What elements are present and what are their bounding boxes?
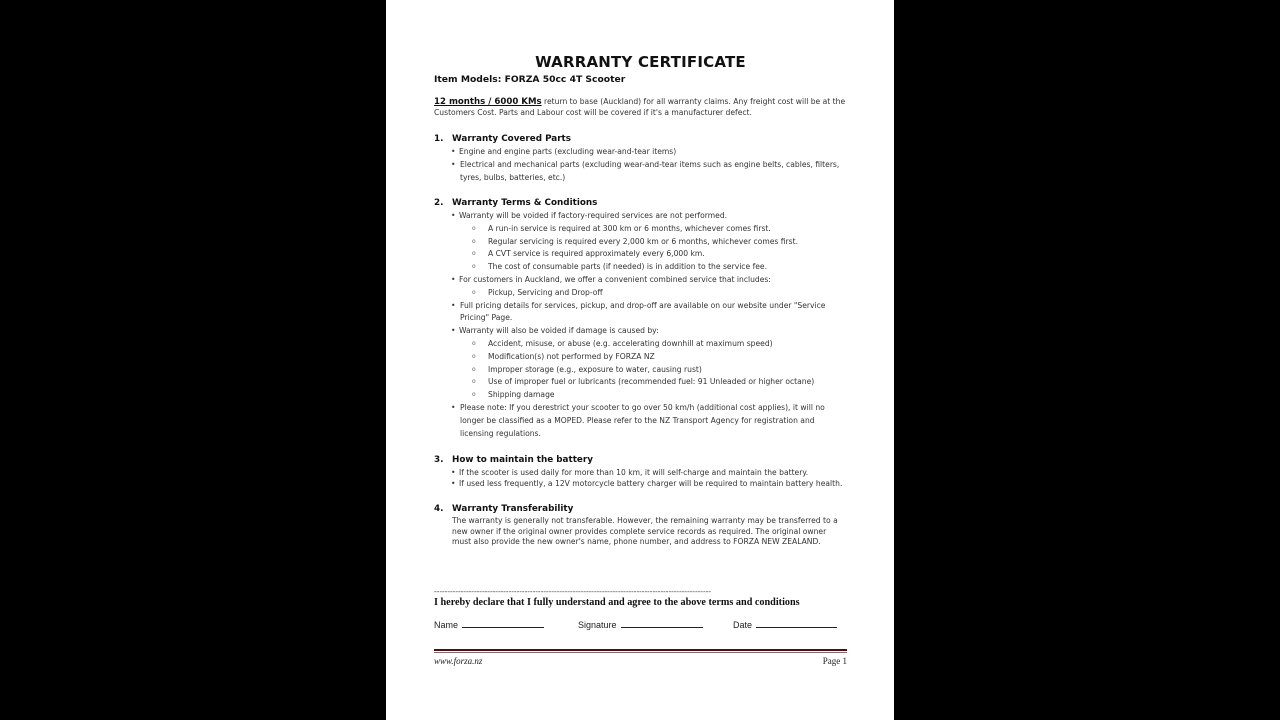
list-item: • For customers in Auckland, we offer a convenient combined service that includes: — [434, 274, 847, 287]
section-heading: 3. How to maintain the battery — [434, 455, 593, 465]
section-heading: 4. Warranty Transferability — [434, 504, 574, 514]
name-field[interactable] — [434, 618, 544, 630]
name-blank[interactable] — [462, 618, 544, 628]
list-item: • Warranty will be voided if factory-required services are not performed. — [434, 210, 847, 223]
circle-bullet-icon: o — [472, 352, 476, 360]
transferability-paragraph: The warranty is generally not transferable. However, the remaining warranty may be transferred to a new owner if the original owner provides complete service records as required. The original owner must also provide the new owner's name, phone number, and address to FORZA NEW ZEALAND. — [452, 516, 838, 546]
section-covered-parts — [434, 133, 847, 184]
sub-list-item: o A CVT service is required approximately every 6,000 km. — [434, 248, 847, 261]
warranty-period: 12 months / 6000 KMs — [434, 97, 542, 107]
bullet-icon: • — [451, 147, 456, 156]
item-models: Item Models: FORZA 50cc 4T Scooter — [434, 74, 626, 85]
list-item: • Electrical and mechanical parts (excluding wear-and-tear items such as engine belts, cables, filters, tyres, bulbs, batteries, etc.) — [451, 159, 840, 182]
circle-bullet-icon: o — [472, 391, 476, 399]
list-item: • Engine and engine parts (excluding wear-and-tear items) — [434, 146, 847, 159]
sub-list-item: o Shipping damage — [434, 389, 847, 402]
intro-paragraph — [434, 97, 847, 118]
list-item: • Please note: If you derestrict your scooter to go over 50 km/h (additional cost applies), it will no longer be classified as a MOPED. Please refer to the NZ Transport Agency for registration and licensing regulations. — [451, 402, 825, 438]
sub-list-item: o Improper storage (e.g., exposure to water, causing rust) — [434, 364, 847, 377]
signature-label: Signature — [578, 620, 617, 630]
sub-list-item: o Regular servicing is required every 2,000 km or 6 months, whichever comes first. — [434, 236, 847, 249]
bullet-icon: • — [451, 274, 456, 284]
list-item: • If used less frequently, a 12V motorcycle battery charger will be required to maintain battery health. — [451, 479, 843, 488]
section-heading: 2. Warranty Terms & Conditions — [434, 198, 598, 208]
circle-bullet-icon: o — [472, 237, 476, 245]
circle-bullet-icon: o — [472, 224, 476, 232]
circle-bullet-icon: o — [472, 250, 476, 258]
circle-bullet-icon: o — [472, 339, 476, 347]
document-title: WARRANTY CERTIFICATE — [535, 53, 746, 71]
bullet-icon: • — [451, 326, 456, 336]
list-item: • If the scooter is used daily for more than 10 km, it will self-charge and maintain the battery. — [451, 468, 809, 477]
signature-field[interactable] — [578, 618, 703, 630]
sub-list-item: o Use of improper fuel or lubricants (recommended fuel: 91 Unleaded or higher octane) — [434, 376, 847, 389]
separator-line: -------------------------------------------------------------------------------------------------------- — [434, 587, 712, 596]
bullet-icon: • — [451, 159, 456, 169]
bullet-icon: • — [451, 468, 456, 477]
date-label: Date — [733, 620, 753, 630]
signature-blank[interactable] — [621, 618, 703, 628]
section-heading: 1. Warranty Covered Parts — [434, 134, 571, 144]
section-terms-conditions — [434, 197, 847, 440]
section-transferability — [434, 503, 847, 548]
circle-bullet-icon: o — [472, 365, 476, 373]
list-item: • Full pricing details for services, pickup, and drop-off are available on our website under "Service Pricing" Page. — [451, 300, 826, 323]
page-number: Page 1 — [822, 656, 847, 666]
circle-bullet-icon: o — [472, 288, 476, 296]
circle-bullet-icon: o — [472, 263, 476, 271]
section-battery — [434, 454, 847, 489]
sub-list-item: o Accident, misuse, or abuse (e.g. accelerating downhill at maximum speed) — [434, 338, 847, 351]
footer-rule-thin — [434, 652, 847, 653]
declaration-text: I hereby declare that I fully understand and agree to the above terms and conditions — [434, 597, 800, 608]
footer-website-link[interactable]: www.forza.nz — [434, 656, 483, 666]
sub-list-item: o A run-in service is required at 300 km or 6 months, whichever comes first. — [434, 223, 847, 236]
circle-bullet-icon: o — [472, 378, 476, 386]
date-blank[interactable] — [756, 618, 837, 628]
date-field[interactable] — [733, 618, 837, 630]
name-label: Name — [434, 620, 459, 630]
footer-rule — [434, 649, 847, 651]
intro-text: return to base (Auckland) for all warranty claims. Any freight cost will be at the Customers Cost. Parts and Labour cost will be covered if it's a manufacturer defect. — [434, 97, 846, 117]
bullet-icon: • — [451, 402, 456, 412]
list-item: • Warranty will also be voided if damage is caused by: — [434, 325, 847, 338]
bullet-icon: • — [451, 211, 456, 220]
sub-list-item: o The cost of consumable parts (if needed) is in addition to the service fee. — [434, 261, 847, 274]
sub-list-item: o Pickup, Servicing and Drop-off — [434, 287, 847, 300]
sub-list-item: o Modification(s) not performed by FORZA NZ — [434, 351, 847, 364]
bullet-icon: • — [451, 479, 456, 488]
document-page — [386, 0, 894, 720]
bullet-icon: • — [451, 300, 456, 310]
